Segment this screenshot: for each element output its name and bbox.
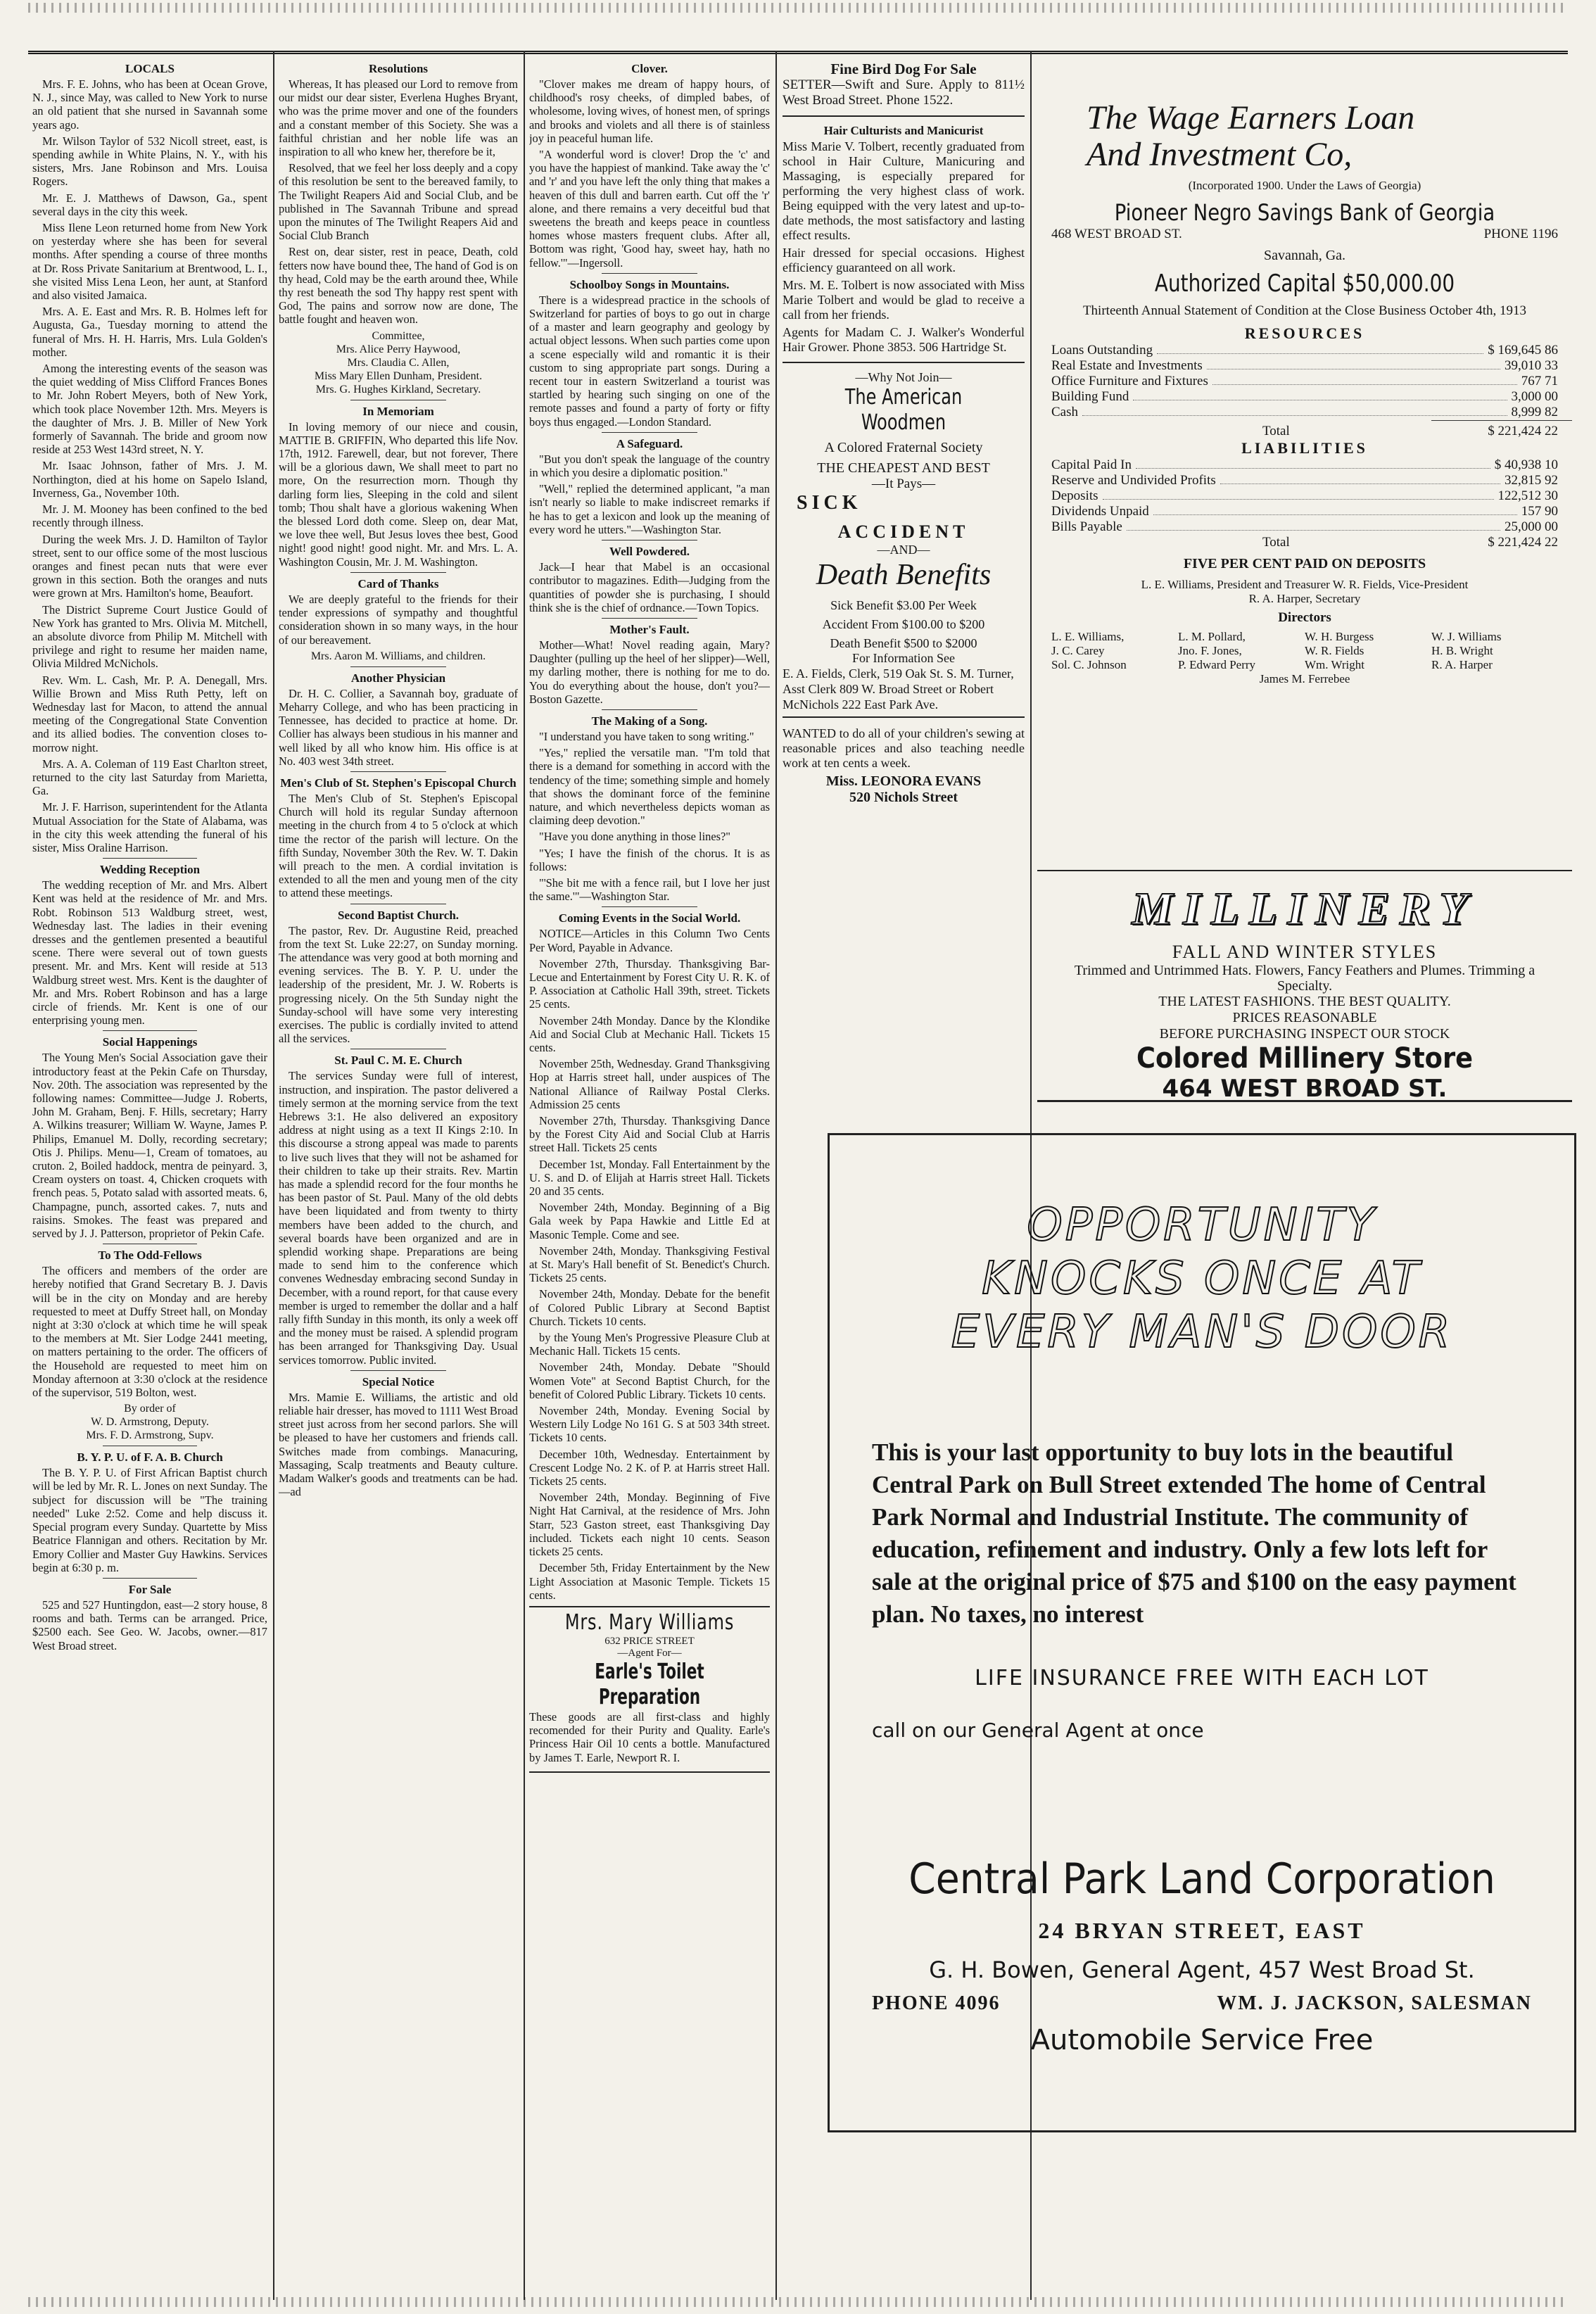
leader-dots bbox=[1133, 389, 1507, 400]
article-paragraph: The pastor, Rev. Dr. Augustine Reid, preached from the text St. Luke 22:27, on Sunday morning. The attendance was very good at both morning and evening services. The B. Y. P. U. under the leadership of the president, Mr. J. W. Roberts is progressing nicely. On the 5th Sunday night the Sunday-school will have some very interesting exercises. The public is cordially invited to attend all the services. bbox=[279, 923, 518, 1046]
bank-phone: PHONE 1196 bbox=[1483, 227, 1558, 241]
five-percent: FIVE PER CENT PAID ON DEPOSITS bbox=[1183, 556, 1426, 571]
article-heading: To The Odd-Fellows bbox=[98, 1248, 202, 1263]
article-paragraph: NOTICE—Articles in this Column Two Cents Per Word, Payable in Advance. bbox=[529, 927, 770, 954]
millinery-addr: 464 WEST BROAD ST. bbox=[1162, 1075, 1448, 1102]
signature-line: W. D. Armstrong, Deputy. bbox=[91, 1416, 209, 1429]
article-heading: Schoolboy Songs in Mountains. bbox=[569, 277, 730, 291]
dog-title: Fine Bird Dog For Sale bbox=[830, 61, 977, 77]
leader-dots bbox=[1136, 457, 1490, 469]
woodmen-l4: For Information See bbox=[852, 651, 955, 665]
article-heading: Second Baptist Church. bbox=[337, 908, 460, 922]
directors-heading: Directors bbox=[1278, 610, 1331, 625]
row-value: $ 40,938 10 bbox=[1494, 457, 1558, 472]
article-heading: Mother's Fault. bbox=[609, 622, 690, 636]
leader-dots bbox=[1127, 519, 1500, 531]
wanted-name: Miss. LEONORA EVANS bbox=[825, 773, 982, 789]
article-paragraph: "A wonderful word is clover! Drop the 'c' and you have the happiest of mankind. Take away the 'c' and 'r' and you have left the only thing that makes a heaven of this dull and barren earth. Cut off the 'r' alone, and there remains a very deceitful bud that sweetens the breath and keeps peace in countless homes whose masters frequent clubs. After all, Bottom was right, 'Good hay, sweet hay, hath no fellow.'"—Ingersoll. bbox=[529, 148, 770, 270]
article-paragraph: Whereas, It has pleased our Lord to remove from our midst our dear sister, Everlena Hughes Bryant, who was the prime mover and one of the founders and a constant member of this Society. She was a faithful christian and her noble life was an inspiration to all who knew her, therefore be it, bbox=[279, 77, 518, 159]
article-heading: Card of Thanks bbox=[357, 576, 439, 590]
article-paragraph: The officers and members of the order are hereby notified that Grand Secretary B. J. Davis will be in the city on Monday and are hereby requested to meet at Duffy Street hall, on Monday night at 3:30 o'clock at which time he will speak to the members at Mt. Sier Lodge 2441 meeting, on matters pertaining to the order. The officers of the Household are requested to meet him on Monday afternoon at 3:30 o'clock at the residence of the supervisor, 519 Bolton, west. bbox=[32, 1264, 267, 1400]
article-paragraph: During the week Mrs. J. D. Hamilton of Taylor street, sent to our office some of the most luscious oranges and finest pecan nuts that were ever grown in this section. Both the oranges and nuts were grown at Mrs. Hamilton's home, Beaufort. bbox=[32, 532, 267, 600]
central-agent: G. H. Bowen, General Agent, 457 West Broad St. bbox=[929, 1956, 1475, 1983]
dog-body: SETTER—Swift and Sure. Apply to 811½ West Broad Street. Phone 1522. bbox=[783, 77, 1025, 108]
bottom-scan-edge bbox=[28, 2297, 1568, 2307]
statement-row bbox=[1051, 358, 1558, 374]
article-heading: Men's Club of St. Stephen's Episcopal Church bbox=[280, 776, 517, 790]
bank-statement-line: Thirteenth Annual Statement of Condition at the Close Business October 4th, 1913 bbox=[1082, 303, 1527, 318]
article-paragraph: "Clover makes me dream of happy hours, of childhood's rosy cheeks, of dimpled babes, of wholesome, loving wives, of honest men, of springs and brooks and violets and all there is of stainless joy in peaceful human life. bbox=[529, 77, 770, 145]
woodmen-why: —Why Not Join— bbox=[855, 370, 952, 384]
resources-table bbox=[1037, 343, 1572, 420]
column-miscellany bbox=[529, 58, 770, 2303]
row-label: Office Furniture and Fixtures bbox=[1051, 374, 1208, 388]
director-name: L. E. Williams, bbox=[1051, 630, 1125, 643]
article-paragraph: The Young Men's Social Association gave their introductory feast at the Pekin Cafe on Thursday, Nov. 20th. The association was represented by the following names: Committee—Judge J. Roberts, John M. Graham, Benj. F. Hills, secretary; Harry A. Wilkins treasurer; William W. Wayne, James P. Philips, Emanuel M. Dolly, recording secretary; Otis J. Philips. Menu—1, Cream of tomatoes, au cruton. 2, Boiled haddock, mentra de peinyard. 3, Cream oysters on toast. 4, Chicken croquets with french peas. 5, Potato salad with assorted meats. 6, Champagne, punch, assorted cakes. 7, nuts and raisins. Smokes. The feast was prepared and served by J. J. Patterson, proprietor of Pekin Cafe. bbox=[32, 1051, 267, 1241]
central-life: LIFE INSURANCE FREE WITH EACH LOT bbox=[975, 1666, 1429, 1690]
bank-title1: The Wage Earners Loan bbox=[1087, 99, 1415, 137]
millinery-l3: PRICES REASONABLE bbox=[1232, 1010, 1377, 1025]
hair-body4: Agents for Madam C. J. Walker's Wonderful Hair Grower. Phone 3853. 506 Hartridge St. bbox=[783, 325, 1025, 354]
divider bbox=[602, 618, 698, 619]
ad-product: Earle's Toilet Preparation bbox=[595, 1659, 704, 1709]
row-value: 32,815 92 bbox=[1505, 473, 1558, 488]
article-paragraph: Mrs. A. A. Coleman of 119 East Charlton street, returned to the city last Saturday from Marietta, Ga. bbox=[32, 757, 267, 798]
article-heading: Social Happenings bbox=[102, 1035, 198, 1049]
signature-line: Committee, bbox=[372, 329, 425, 342]
ad-body: These goods are all first-class and highly recomended for their Purity and Quality. Earle's Princess Hair Oil 10 cents a bottle. Manufactured by James T. Earle, Newport R. I. bbox=[529, 1709, 770, 1764]
divider bbox=[350, 666, 446, 667]
article-paragraph: Mother—What! Novel reading again, Mary? Daughter (pulling up the heel of her slipper)—Well, my darling mother, there is nothing for me to do. You do everything about the house, don't you?—Boston Gazette. bbox=[529, 638, 770, 706]
article-paragraph: Mr. Wilson Taylor of 532 Nicoll street, east, is spending awhile in White Plains, N. Y., with his sisters, Mrs. Jane Robinson and Mrs. Louisa Rogers. bbox=[32, 134, 267, 189]
bank-secretary: R. A. Harper, Secretary bbox=[1248, 592, 1361, 605]
divider bbox=[103, 1030, 197, 1031]
article-paragraph: "I understand you have taken to song writing." bbox=[539, 729, 754, 743]
article-paragraph: The services Sunday were full of interest, instruction, and inspiration. The pastor delivered a timely sermon at the morning service from the text Hebrews 3:1. He also delivered an expository address at night using as a text II Kings 2:10. In this discourse a strong appeal was made to parents to live such lives that they will not be ashamed for their children to take up their straits. Rev. Martin has made a splendid record for the four months he has been pastor of St. Paul. Many of the old debts have been liquidated and from twenty to thirty members have been added to the church, and several boards have been organized and are in splendid working shape. Preparations are being made to send him to the conference which convenes Wednesday embracing second Sunday in December, with a round report, for that cause every member is urged to remember the dollar and a half rally fifth Sunday in this month, its only a week off and the money must be raised. A splendid program has been arranged for Thanksgiving Day. Usual services tomorrow. Public invited. bbox=[279, 1069, 518, 1367]
divider bbox=[103, 1578, 197, 1579]
article-paragraph: Mr. J. M. Mooney has been confined to the bed recently through illness. bbox=[32, 502, 267, 530]
row-label: Loans Outstanding bbox=[1051, 343, 1153, 358]
signature-line: Mrs. G. Hughes Kirkland, Secretary. bbox=[315, 383, 481, 396]
article-paragraph: In loving memory of our niece and cousin, MATTIE B. GRIFFIN, Who departed this life Nov. 17th, 1912. Farewell, dear, but not forever, There will be a glorious dawn, We shall meet to part no more, On the resurrection morn. Though thy darling form lies, Sleeping in the cold and silent tomb; Thou shalt have a glorious wakening When the blessed Lord doth come. Sleep on, dear Mat, we love thee well, But Jesus loves thee best, Good night! good night! good night. Mr. and Mrs. L. A. Washington Cousin, Mr. J. M. Washington. bbox=[279, 419, 518, 569]
central-street: 24 BRYAN STREET, EAST bbox=[1038, 1918, 1366, 1943]
millinery-fall: FALL AND WINTER STYLES bbox=[1172, 942, 1438, 962]
leader-dots bbox=[1207, 358, 1500, 369]
wanted-body: WANTED to do all of your children's sewing at reasonable prices and also teaching needle work at ten cents a week. bbox=[783, 726, 1025, 770]
article-paragraph: November 24th, Monday. Beginning of a Big Gala week by Papa Hawkie and Little Ed at Masonic Temple. Come and see. bbox=[529, 1201, 770, 1241]
row-label: Building Fund bbox=[1051, 389, 1129, 404]
article-heading: Clover. bbox=[631, 62, 668, 75]
resources-heading: RESOURCES bbox=[1244, 324, 1365, 342]
leader-dots bbox=[1103, 488, 1494, 500]
wanted-addr: 520 Nichols Street bbox=[849, 790, 958, 805]
article-paragraph: Jack—I hear that Mabel is an occasional contributor to magazines. Edith—Judging from the quantities of powder she is purchasing, I should think she is the chief of ordnance.—Town Topics. bbox=[529, 560, 770, 614]
woodmen-l5: E. A. Fields, Clerk, 519 Oak St. S. M. Turner, Asst Clerk 809 W. Broad Street or Robert McNichols 222 East Park Ave. bbox=[783, 666, 1014, 712]
row-label: Capital Paid In bbox=[1051, 457, 1132, 472]
article-heading: For Sale bbox=[128, 1582, 172, 1596]
central-corp: Central Park Land Corporation bbox=[908, 1854, 1495, 1904]
woodmen-death: Death Benefits bbox=[816, 559, 992, 591]
director-name: W. R. Fields bbox=[1305, 644, 1364, 657]
millinery-l2: THE LATEST FASHIONS. THE BEST QUALITY. bbox=[1158, 994, 1451, 1009]
resources-total-row bbox=[1037, 424, 1572, 439]
article-paragraph: "Well," replied the determined applicant, "a man isn't nearly so liable to make indiscreet remarks if he has to get a lexicon and look up the meaning of every word he utters."—Washington Star. bbox=[529, 482, 770, 536]
article-paragraph: We are deeply grateful to the friends for their tender expressions of sympathy and thoughtful consideration shown in so many ways, in the hour of our bereavement. bbox=[279, 592, 518, 647]
woodmen-l3: Death Benefit $500 to $2000 bbox=[830, 636, 977, 650]
hair-body3: Mrs. M. E. Tolbert is now associated with Miss Marie Tolbert and would be glad to receive a call from her friends. bbox=[783, 278, 1025, 322]
row-label: Reserve and Undivided Profits bbox=[1051, 473, 1216, 488]
central-sales: WM. J. JACKSON, SALESMAN bbox=[1217, 1992, 1532, 2014]
director-name: H. B. Wright bbox=[1431, 644, 1493, 657]
statement-row bbox=[1051, 457, 1558, 473]
article-paragraph: November 25th, Wednesday. Grand Thanksgiving Hop at Harris street hall, under auspices of The National Alliance of Railway Postal Clerks. Admission 25 cents bbox=[529, 1057, 770, 1111]
bank-inc: (Incorporated 1900. Under the Laws of Georgia) bbox=[1188, 179, 1421, 192]
row-label: Dividends Unpaid bbox=[1051, 504, 1149, 519]
ad-agent: —Agent For— bbox=[617, 1647, 682, 1659]
statement-row bbox=[1051, 519, 1558, 535]
article-paragraph: Mrs. A. E. East and Mrs. R. B. Holmes left for Augusta, Ga., Tuesday morning to attend the funeral of Mrs. H. H. Harris, Mrs. Lula Golden's mother. bbox=[32, 305, 267, 359]
article-paragraph: December 10th, Wednesday. Entertainment by Crescent Lodge No. 2 K. of P. at Harris street Hall. Tickets 25 cents. bbox=[529, 1447, 770, 1488]
row-value: $ 169,645 86 bbox=[1488, 343, 1558, 358]
statement-row bbox=[1051, 473, 1558, 488]
total-label: Total bbox=[1262, 424, 1290, 438]
article-paragraph: Dr. H. C. Collier, a Savannah boy, graduate of Meharry College, and who has been practicing in Tennessee, has decided to practice at home. Dr. Collier has always been studious in his manner and well liked by all who know him. His office is at No. 403 west 34th street. bbox=[279, 686, 518, 768]
total-label: Total bbox=[1262, 535, 1290, 550]
leader-dots bbox=[1082, 405, 1507, 416]
ad-name: Mrs. Mary Williams bbox=[564, 1610, 735, 1635]
article-paragraph: November 24th Monday. Dance by the Klondike Aid and Social Club at Mechanic Hall. Tickets 15 cents. bbox=[529, 1013, 770, 1054]
divider bbox=[602, 273, 698, 274]
central-phone: PHONE 4096 bbox=[872, 1992, 1001, 2014]
row-value: 122,512 30 bbox=[1497, 488, 1558, 503]
woodmen-sub: A Colored Fraternal Society bbox=[824, 440, 983, 455]
divider bbox=[602, 906, 698, 907]
article-paragraph: The District Supreme Court Justice Gould of New York has granted to Mrs. Olivia M. Mitchell, an absolute divorce from Philip M. Mitchell with privilege and right to resume her maiden name, Olivia Mildred McNichols. bbox=[32, 602, 267, 671]
sewing-ad bbox=[783, 718, 1025, 810]
woodmen-ad bbox=[783, 363, 1025, 718]
article-paragraph: November 27th, Thursday. Thanksgiving Dance by the Forest City Aid and Social Club at Harris street Hall. Tickets 25 cents bbox=[529, 1114, 770, 1155]
signature-line: By order of bbox=[124, 1403, 176, 1415]
liabilities-total-row bbox=[1037, 535, 1572, 550]
column-rule bbox=[775, 51, 777, 2300]
woodmen-pays: —It Pays— bbox=[871, 476, 936, 491]
bank-addr: 468 WEST BROAD ST. bbox=[1051, 227, 1182, 241]
article-paragraph: Resolved, that we feel her loss deeply and a copy of this resolution be sent to the bereaved family, to The Twilight Reapers Aid and Social Club, and be published in The Savannah Tribune and spread upon the minutes of The Twilight Reapers Aid and Social Club Branch bbox=[279, 161, 518, 243]
row-value: 25,000 00 bbox=[1505, 519, 1558, 534]
hair-body: Miss Marie V. Tolbert, recently graduated from school in Hair Culture, Manicuring and Massaging, is especially prepared for performing the very highest class of work. Being equipped with the very latest and up-to-date methods, the most satisfactory and lasting effect results. bbox=[783, 139, 1025, 242]
bank-name: Pioneer Negro Savings Bank of Georgia bbox=[1114, 199, 1495, 226]
article-paragraph: The wedding reception of Mr. and Mrs. Albert Kent was held at the residence of Mr. and Mrs. Robt. Robinson 513 Waldburg street, west, Wednesday last. The ladies in their evening dresses and the gentlemen presented a beautiful scene. There were several out of town guests present. Mr. and Mrs. Kent will reside at 513 Waldburg street west. Mrs. Kent is the daughter of Mr. and Mrs. Robert Robinson and has a large circle of friends. Mr. Kent is one of our enterprising young men. bbox=[32, 878, 267, 1028]
statement-row bbox=[1051, 405, 1558, 420]
director-name: Wm. Wright bbox=[1305, 658, 1364, 671]
woodmen-and: —AND— bbox=[877, 543, 930, 557]
article-paragraph: The Men's Club of St. Stephen's Episcopal Church will hold its regular Sunday afternoon meeting in the church from 4 to 5 o'clock at which time the rector of the parish will lecture. On the fifth Sunday, November 30th the Rev. W. T. Dakin will preach to the men. A cordial invitation is extended to all the men and young men of the city to attend these meetings. bbox=[279, 791, 518, 900]
article-heading: B. Y. P. U. of F. A. B. Church bbox=[77, 1450, 223, 1465]
article-heading: The Making of a Song. bbox=[591, 714, 708, 728]
millinery-title: MILLINERY bbox=[1132, 883, 1478, 935]
column-rule bbox=[524, 51, 525, 2300]
director-name: J. C. Carey bbox=[1051, 644, 1105, 657]
row-value: 157 90 bbox=[1521, 504, 1558, 519]
article-paragraph: 525 and 527 Huntingdon, east—2 story house, 8 rooms and bath. Terms can be arranged. Price, $2500 each. See Geo. W. Jacobs, owner.—817 West Broad street. bbox=[32, 1598, 267, 1652]
central-park-ad bbox=[828, 1133, 1576, 2132]
liabilities-table bbox=[1037, 457, 1572, 535]
woodmen-cheap: THE CHEAPEST AND BEST bbox=[817, 460, 990, 476]
article-heading: Resolutions bbox=[368, 62, 429, 75]
signature-line: Mrs. Claudia C. Allen, bbox=[347, 356, 450, 369]
article-paragraph: Among the interesting events of the season was the quiet wedding of Miss Clifford Frances Bones to Mr. John Robert Meyers, both of New York, which took place November 12th. Mrs. Meyers is the daughter of Mrs. J. B. Miller of New York formerly of Savannah. The bride and groom now reside at 253 West 143rd street, N. Y. bbox=[32, 362, 267, 457]
total-value: $ 221,424 22 bbox=[1488, 535, 1558, 550]
article-paragraph: Mr. J. F. Harrison, superintendent for the Atlanta Mutual Association for the State of Alabama, was in the city this week attending the funeral of his sister, Miss Oraline Harrison. bbox=[32, 800, 267, 854]
central-phone-row bbox=[830, 1983, 1574, 2014]
statement-row bbox=[1051, 343, 1558, 358]
total-value: $ 221,424 22 bbox=[1488, 424, 1558, 438]
row-value: 8,999 82 bbox=[1511, 405, 1558, 419]
article-heading: Special Notice bbox=[362, 1374, 435, 1389]
statement-row bbox=[1051, 389, 1558, 405]
article-heading: A Safeguard. bbox=[616, 436, 683, 450]
row-value: 767 71 bbox=[1521, 374, 1558, 388]
central-call: call on our General Agent at once bbox=[872, 1719, 1204, 1742]
article-paragraph: Mr. E. J. Matthews of Dawson, Ga., spent several days in the city this week. bbox=[32, 191, 267, 218]
row-value: 39,010 33 bbox=[1505, 358, 1558, 373]
article-paragraph: "Yes; I have the finish of the chorus. It is as follows: bbox=[529, 846, 770, 873]
director-name: W. H. Burgess bbox=[1305, 630, 1374, 643]
leader-dots bbox=[1157, 343, 1483, 354]
article-paragraph: by the Young Men's Progressive Pleasure Club at Mechanic Hall. Tickets 15 cents. bbox=[529, 1331, 770, 1358]
article-paragraph: November 24th, Monday. Thanksgiving Festival at St. Mary's Hall benefit of St. Benedict's Church. Tickets 25 cents. bbox=[529, 1244, 770, 1285]
divider bbox=[350, 1370, 446, 1371]
article-paragraph: November 24th, Monday. Debate "Should Women Vote" at Second Baptist Church, for the benefit of Colored Public Library. Tickets 10 cents. bbox=[529, 1360, 770, 1401]
director-name: Sol. C. Johnson bbox=[1051, 658, 1127, 671]
column-rule bbox=[273, 51, 274, 2300]
divider bbox=[602, 432, 698, 433]
statement-row bbox=[1051, 374, 1558, 389]
leader-dots bbox=[1212, 374, 1517, 385]
divider bbox=[350, 771, 446, 772]
article-paragraph: November 24th, Monday. Debate for the benefit of Colored Public Library at Second Baptist Church. Tickets 10 cents. bbox=[529, 1287, 770, 1328]
article-paragraph: Miss Ilene Leon returned home from New York on yesterday where she has been for several months. After spending a course of three months at Dr. Ross Private Sanitarium at Brentwood, L. I., she visited Miss Lena Leon, her aunt, at Stanford and also visited Jamaica. bbox=[32, 221, 267, 303]
article-paragraph: There is a widespread practice in the schools of Switzerland for parties of boys to go out in charge of a master and learn geography and geology by actual object lessons. When such parties come upon a scene especially wild and romantic it is their custom to sing appropriate part songs. During a recent tour in eastern Switzerland a tourist was startled by hearing such singing on one of the remote passes and found a party of forty or fifty boys thus engaged.—London Standard. bbox=[529, 293, 770, 429]
article-paragraph: "Have you done anything in those lines?" bbox=[539, 830, 730, 844]
article-heading: Another Physician bbox=[350, 671, 446, 685]
director-name: R. A. Harper bbox=[1431, 658, 1493, 671]
article-heading: In Memoriam bbox=[362, 404, 434, 418]
row-label: Bills Payable bbox=[1051, 519, 1122, 534]
bank-officers: L. E. Williams, President and Treasurer W. R. Fields, Vice-President bbox=[1141, 578, 1469, 591]
millinery-store: Colored Millinery Store bbox=[1136, 1042, 1474, 1075]
article-paragraph: Mrs. F. E. Johns, who has been at Ocean Grove, N. J., since May, was called to New York to nurse an old patient that she nursed in Savannah some years ago. bbox=[32, 77, 267, 132]
central-body: This is your last opportunity to buy lots in the beautiful Central Park on Bull Street extended The home of Central Park Normal and Industrial Institute. The community of education, refinement and industry. Only a few lots left for sale at the original price of $75 and $100 on the easy payment plan. No taxes, no interest bbox=[872, 1439, 1516, 1628]
top-scan-edge bbox=[28, 3, 1568, 13]
article-paragraph: November 27th, Thursday. Thanksgiving Bar-Lecue and Entertainment by Forest City U. R. K. of P. Association at Catholic Hall 39th, street. Tickets 25 cents. bbox=[529, 956, 770, 1011]
ad-street: 632 PRICE STREET bbox=[604, 1635, 695, 1647]
hair-culturist-ad bbox=[783, 117, 1025, 363]
article-heading: Coming Events in the Social World. bbox=[558, 911, 741, 925]
article-heading: LOCALS bbox=[125, 62, 175, 75]
article-paragraph: Mr. Isaac Johnson, father of Mrs. J. M. Northington, died at his home on Sapelo Island, Inverness, Ga., November 10th. bbox=[32, 459, 267, 500]
row-label: Real Estate and Investments bbox=[1051, 358, 1203, 373]
leader-dots bbox=[1220, 473, 1500, 484]
central-auto: Automobile Service Free bbox=[1030, 2024, 1374, 2056]
liabilities-heading: LIABILITIES bbox=[1241, 439, 1368, 457]
column-resolutions bbox=[279, 58, 518, 2303]
divider bbox=[602, 709, 698, 710]
signature-line: Mrs. F. D. Armstrong, Supv. bbox=[86, 1429, 214, 1442]
row-label: Deposits bbox=[1051, 488, 1098, 503]
opportunity-h3: EVERY MAN'S DOOR bbox=[951, 1306, 1453, 1358]
article-paragraph: Rest on, dear sister, rest in peace, Death, cold fetters now have bound thee, The hand of God is on thy head, Cold may be the earth around thee, While thy rest beneath the sod Thy happy rest spent with God, The pains and sorrow now are done, The battle fought and heaven won. bbox=[279, 245, 518, 327]
woodmen-l1: Sick Benefit $3.00 Per Week bbox=[830, 598, 977, 612]
directors-grid bbox=[1037, 630, 1572, 672]
bank-title2: And Investment Co, bbox=[1087, 136, 1353, 173]
bird-dog-ad bbox=[783, 58, 1025, 117]
signature-line: Miss Mary Ellen Dunham, President. bbox=[314, 369, 483, 382]
woodmen-sick: SICK bbox=[797, 492, 862, 514]
row-value: 3,000 00 bbox=[1511, 389, 1558, 404]
bank-addr-row bbox=[1037, 227, 1572, 242]
article-paragraph: The B. Y. P. U. of First African Baptist church will be led by Mr. R. L. Jones on next Sunday. The subject for discussion will be "The training needed" Luke 2:52. Come and help discuss it. Special program every Sunday. Quartette by Miss Beatrice Flannigan and others. Recitation by Mr. Emory Collier and Master Guy Hawkins. Services begin at 6:30 p. m. bbox=[32, 1466, 267, 1574]
statement-row bbox=[1051, 504, 1558, 519]
director-name: Jno. F. Jones, bbox=[1178, 644, 1242, 657]
woodmen-accident: ACCIDENT bbox=[837, 521, 970, 542]
article-paragraph: November 24th, Monday. Beginning of Five Night Hat Carnival, at the residence of Mrs. John Starr, 523 Gaston street, east Thanksgiving Day included. Tickets each night 10 cents. Season tickets 25 cents. bbox=[529, 1491, 770, 1559]
signature-line: Mrs. Alice Perry Haywood, bbox=[336, 343, 461, 355]
article-paragraph: Rev. Wm. L. Cash, Mr. P. A. Denegall, Mrs. Willie Brown and Miss Ruth Petty, left on Wednesday last for Macon, to attend the annual meeting of the Congregational State Convention and its allied bodies. The convention closes to-morrow night. bbox=[32, 673, 267, 754]
top-rule bbox=[28, 51, 1568, 54]
millinery-l1: Trimmed and Untrimmed Hats. Flowers, Fancy Feathers and Plumes. Trimming a Specialty. bbox=[1074, 963, 1535, 994]
column-ads bbox=[783, 58, 1025, 1057]
millinery-ad bbox=[1037, 870, 1572, 1102]
director-name: L. M. Pollard, bbox=[1178, 630, 1246, 643]
article-heading: Wedding Reception bbox=[99, 863, 201, 877]
hair-body2: Hair dressed for special occasions. Highest efficiency guaranteed on all work. bbox=[783, 246, 1025, 274]
divider bbox=[103, 858, 197, 859]
director-name: W. J. Williams bbox=[1431, 630, 1502, 643]
leader-dots bbox=[1153, 504, 1517, 515]
article-heading: Well Powdered. bbox=[609, 545, 690, 559]
article-paragraph: Mrs. Mamie E. Williams, the artistic and old reliable hair dresser, has moved to 1111 West Broad street just across from her second parlors. She will be pleased to have her customers and friends call. Switches made from combings. Manacuring, Massaging, Scalp treatments and Beauty culture. Madam Walker's goods and treatments can be had.—ad bbox=[279, 1390, 518, 1499]
article-paragraph: November 24th, Monday. Evening Social by Western Lily Lodge No 161 G. S at 503 34th street. Tickets 10 cents. bbox=[529, 1404, 770, 1445]
director-last: James M. Ferrebee bbox=[1259, 672, 1350, 685]
signature-line: Mrs. Aaron M. Williams, and children. bbox=[310, 650, 486, 662]
director-name: P. Edward Perry bbox=[1178, 658, 1256, 671]
article-paragraph: December 5th, Friday Entertainment by the New Light Association at Masonic Temple. Tickets 15 cents. bbox=[529, 1561, 770, 1602]
woodmen-name: The American Woodmen bbox=[844, 385, 963, 435]
article-paragraph: "But you don't speak the language of the country in which you desire a diplomatic position." bbox=[529, 452, 770, 480]
opportunity-h1: OPPORTUNITY bbox=[1027, 1199, 1377, 1251]
article-paragraph: December 1st, Monday. Fall Entertainment by the U. S. and D. of Elijah at Harris street Hall. Tickets 20 and 35 cents. bbox=[529, 1157, 770, 1199]
opportunity-h2: KNOCKS ONCE AT bbox=[982, 1253, 1422, 1305]
article-paragraph: "'She bit me with a fence rail, but I love her just the same.'"—Washington Star. bbox=[529, 875, 770, 904]
hair-title: Hair Culturists and Manicurist bbox=[823, 124, 984, 137]
article-heading: St. Paul C. M. E. Church bbox=[334, 1054, 462, 1068]
earles-toilet-ad bbox=[529, 1606, 770, 1773]
article-paragraph: "Yes," replied the versatile man. "I'm told that there is a demand for something in accord with the tendency of the time; something simple and homely that shows the dominant force of the feminine nature, and which nevertheless depicts woman as claiming deep devotion." bbox=[529, 746, 770, 828]
bank-statement bbox=[1037, 58, 1572, 902]
row-label: Cash bbox=[1051, 405, 1078, 419]
woodmen-l2: Accident From $100.00 to $200 bbox=[822, 617, 985, 631]
statement-row bbox=[1051, 488, 1558, 504]
divider bbox=[350, 572, 446, 573]
millinery-l4: BEFORE PURCHASING INSPECT OUR STOCK bbox=[1159, 1026, 1450, 1042]
bank-capital: Authorized Capital $50,000.00 bbox=[1154, 270, 1455, 298]
bank-city: Savannah, Ga. bbox=[1263, 248, 1346, 263]
column-locals bbox=[32, 58, 267, 2303]
